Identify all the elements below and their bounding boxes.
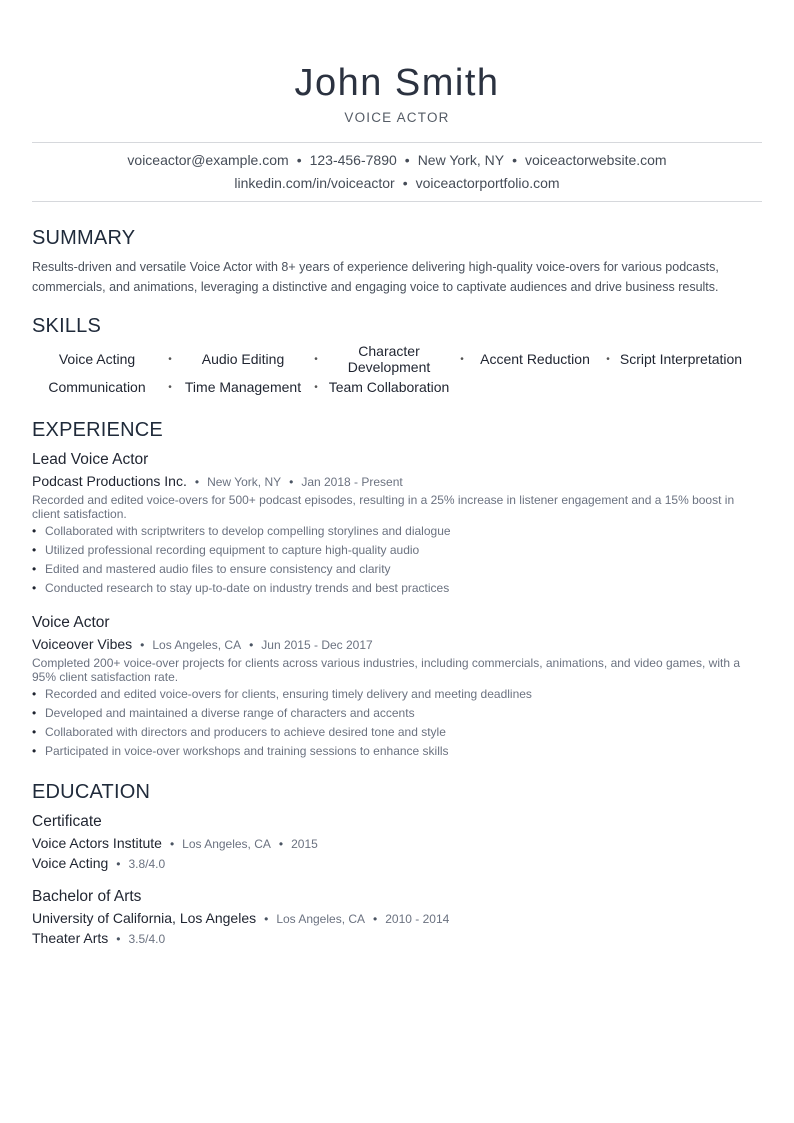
school-location: Los Angeles, CA bbox=[182, 837, 271, 851]
school-name: University of California, Los Angeles bbox=[32, 910, 257, 926]
experience-heading: EXPERIENCE bbox=[32, 419, 163, 441]
education-meta bbox=[32, 835, 318, 851]
education-dates: 2015 bbox=[291, 837, 318, 851]
skill-separator: • bbox=[314, 353, 318, 365]
skill-item: Voice Acting bbox=[58, 351, 136, 367]
list-item bbox=[32, 579, 762, 598]
job-bullets bbox=[32, 522, 762, 598]
skill-item: Team Collaboration bbox=[328, 379, 450, 395]
portfolio-link[interactable]: voiceactorportfolio.com bbox=[415, 175, 560, 191]
separator: • bbox=[169, 837, 175, 851]
bullet-icon: • bbox=[32, 706, 37, 720]
skills-grid bbox=[32, 345, 762, 401]
header-divider-top bbox=[32, 142, 762, 143]
contact-line-1 bbox=[0, 152, 794, 168]
phone-link[interactable]: 123-456-7890 bbox=[309, 152, 397, 168]
separator: • bbox=[404, 152, 410, 168]
skill-separator: • bbox=[168, 353, 172, 365]
bullet-text: Collaborated with scriptwriters to develop compelling storylines and dialogue bbox=[45, 524, 451, 538]
bullet-icon: • bbox=[32, 562, 37, 576]
job-meta bbox=[32, 473, 403, 489]
company-name: Podcast Productions Inc. bbox=[32, 473, 187, 489]
summary-text: Results-driven and versatile Voice Actor with 8+ years of experience delivering high-quality voice-overs for various podcasts, commercials, and animations, leveraging a distinctive and engaging voice to captivate audiences and drive business results. bbox=[32, 260, 719, 294]
separator: • bbox=[512, 152, 517, 168]
list-item bbox=[32, 704, 762, 723]
skill-item: Accent Reduction bbox=[480, 351, 590, 367]
separator: • bbox=[116, 857, 121, 871]
field-of-study: Theater Arts bbox=[32, 930, 109, 946]
education-field bbox=[32, 930, 165, 946]
skills-heading: SKILLS bbox=[32, 315, 102, 337]
location-text: New York, NY bbox=[417, 152, 505, 168]
job-description: Completed 200+ voice-over projects for clients across various industries, including commercials, animations, and video games, with a 95% client satisfaction rate. bbox=[32, 656, 740, 684]
education-heading: EDUCATION bbox=[32, 781, 151, 803]
separator: • bbox=[249, 638, 254, 652]
candidate-name: John Smith bbox=[294, 62, 500, 104]
separator: • bbox=[373, 912, 378, 926]
field-of-study: Voice Acting bbox=[32, 855, 109, 871]
job-location: New York, NY bbox=[207, 475, 282, 489]
bullet-text: Collaborated with directors and producers to achieve desired tone and style bbox=[45, 725, 446, 739]
linkedin-link[interactable]: linkedin.com/in/voiceactor bbox=[234, 175, 395, 191]
separator: • bbox=[116, 932, 121, 946]
job-dates: Jan 2018 - Present bbox=[301, 475, 403, 489]
email-link[interactable]: voiceactor@example.com bbox=[127, 152, 289, 168]
skills-row bbox=[32, 345, 762, 373]
bullet-icon: • bbox=[32, 524, 37, 538]
education-meta bbox=[32, 910, 449, 926]
separator: • bbox=[194, 475, 200, 489]
bullet-text: Edited and mastered audio files to ensure consistency and clarity bbox=[45, 562, 391, 576]
separator: • bbox=[264, 912, 269, 926]
job-location: Los Angeles, CA bbox=[152, 638, 242, 652]
job-bullets bbox=[32, 685, 762, 761]
job-title: Voice Actor bbox=[32, 614, 110, 631]
education-field bbox=[32, 855, 165, 871]
degree-title: Certificate bbox=[32, 813, 102, 830]
education-dates: 2010 - 2014 bbox=[385, 912, 450, 926]
company-name: Voiceover Vibes bbox=[32, 636, 133, 652]
separator: • bbox=[402, 175, 408, 191]
gpa: 3.5/4.0 bbox=[128, 932, 166, 946]
bullet-text: Developed and maintained a diverse range of characters and accents bbox=[45, 706, 415, 720]
skill-item: Communication bbox=[48, 379, 146, 395]
bullet-icon: • bbox=[32, 687, 37, 701]
list-item bbox=[32, 723, 762, 742]
job-title: Lead Voice Actor bbox=[32, 451, 149, 468]
skill-separator: • bbox=[168, 381, 172, 393]
skill-item: Time Management bbox=[184, 379, 302, 395]
skill-item: Script Interpretation bbox=[619, 351, 743, 367]
job-meta bbox=[32, 636, 373, 652]
bullet-text: Conducted research to stay up-to-date on industry trends and best practices bbox=[45, 581, 450, 595]
list-item bbox=[32, 685, 762, 704]
skill-item: Audio Editing bbox=[201, 351, 285, 367]
list-item bbox=[32, 522, 762, 541]
degree-title: Bachelor of Arts bbox=[32, 888, 142, 905]
summary-heading: SUMMARY bbox=[32, 227, 136, 249]
school-name: Voice Actors Institute bbox=[32, 835, 162, 851]
separator: • bbox=[289, 475, 294, 489]
bullet-icon: • bbox=[32, 744, 37, 758]
bullet-text: Utilized professional recording equipment to capture high-quality audio bbox=[45, 543, 420, 557]
separator: • bbox=[278, 837, 284, 851]
candidate-title: VOICE ACTOR bbox=[344, 110, 450, 125]
contact-line-2 bbox=[0, 175, 794, 191]
bullet-text: Recorded and edited voice-overs for clients, ensuring timely delivery and meeting deadlines bbox=[45, 687, 532, 701]
list-item bbox=[32, 742, 762, 761]
gpa: 3.8/4.0 bbox=[128, 857, 166, 871]
bullet-icon: • bbox=[32, 581, 37, 595]
website-link[interactable]: voiceactorwebsite.com bbox=[524, 152, 667, 168]
skills-row bbox=[32, 373, 762, 401]
list-item bbox=[32, 560, 762, 579]
skill-separator: • bbox=[606, 353, 610, 365]
school-location: Los Angeles, CA bbox=[276, 912, 366, 926]
job-description: Recorded and edited voice-overs for 500+ podcast episodes, resulting in a 25% increase in listener engagement and a 15% boost in client satisfaction. bbox=[32, 493, 735, 521]
separator: • bbox=[140, 638, 145, 652]
list-item bbox=[32, 541, 762, 560]
skill-item: Character Development bbox=[347, 343, 431, 375]
bullet-icon: • bbox=[32, 543, 37, 557]
separator: • bbox=[296, 152, 302, 168]
bullet-icon: • bbox=[32, 725, 37, 739]
skill-separator: • bbox=[314, 381, 318, 393]
bullet-text: Participated in voice-over workshops and training sessions to enhance skills bbox=[45, 744, 449, 758]
header-divider-bottom bbox=[32, 201, 762, 202]
job-dates: Jun 2015 - Dec 2017 bbox=[261, 638, 373, 652]
skill-separator: • bbox=[460, 353, 464, 365]
